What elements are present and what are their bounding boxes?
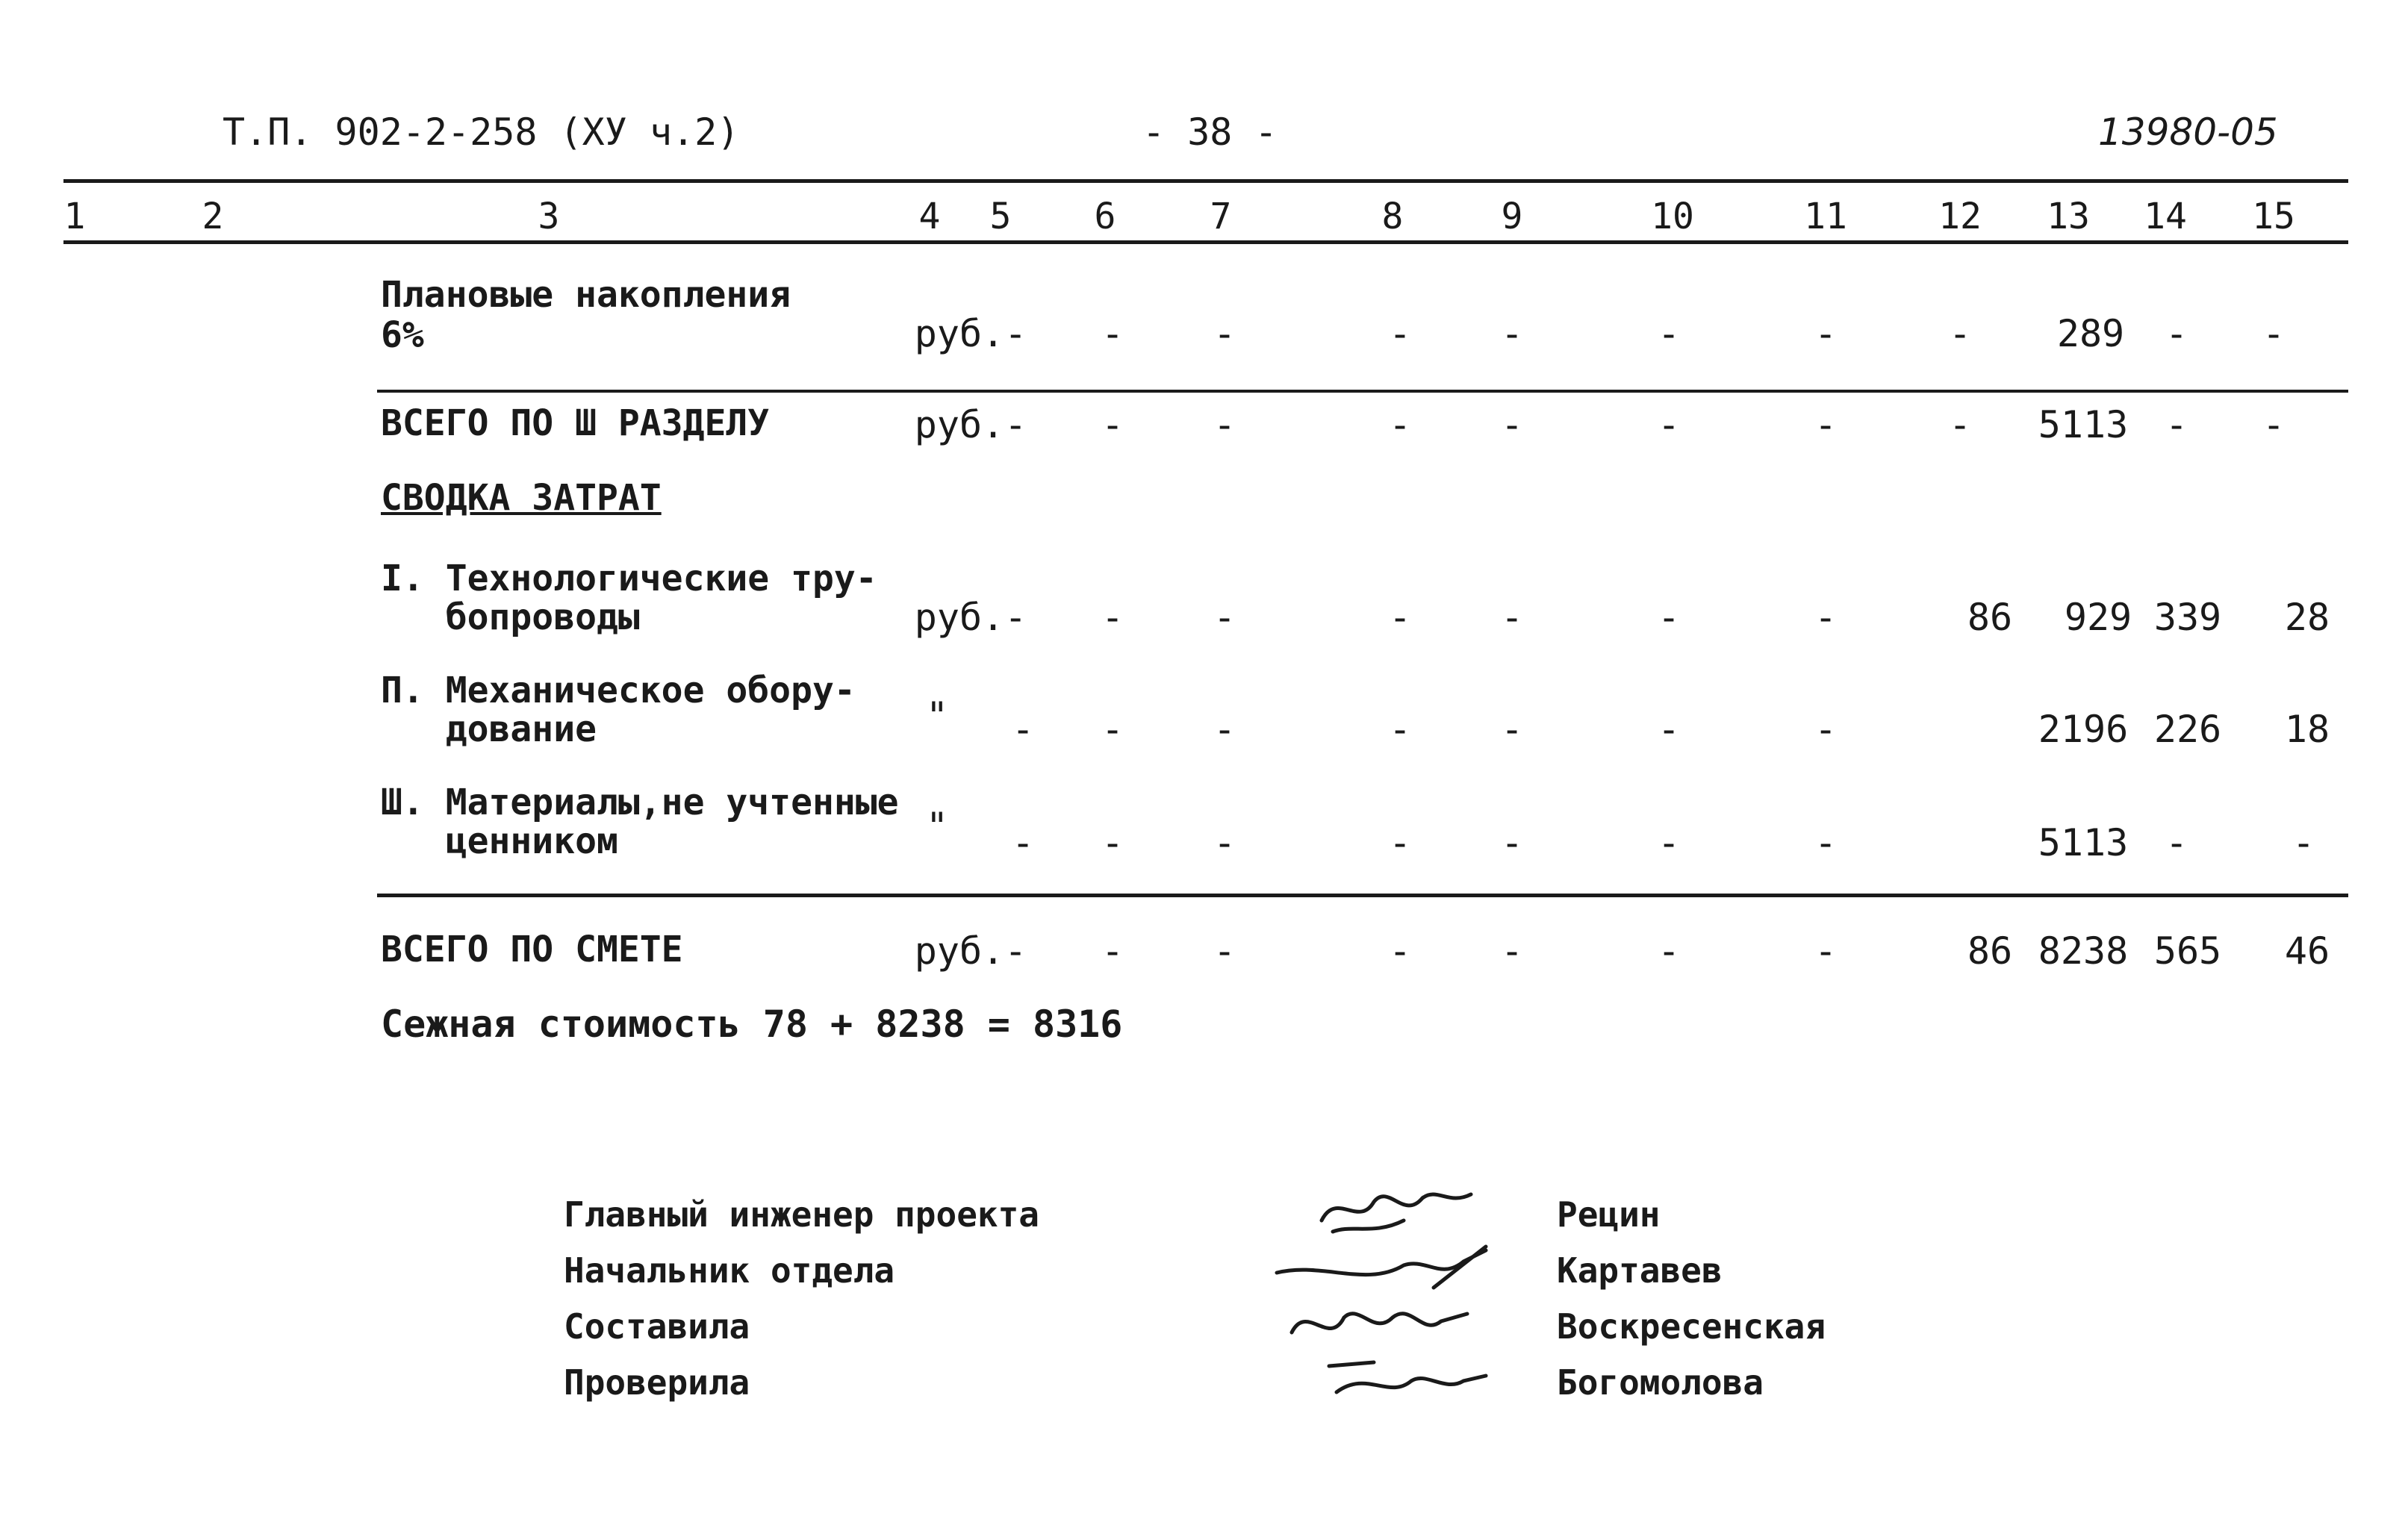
cell: - bbox=[1213, 403, 1236, 446]
cell: 565 bbox=[2153, 929, 2222, 973]
cell: 46 bbox=[2284, 929, 2330, 973]
cell: - bbox=[1814, 708, 1838, 751]
column-number: 10 bbox=[1651, 196, 1694, 237]
row-title-line: ВСЕГО ПО Ш РАЗДЕЛУ bbox=[381, 402, 770, 444]
signature-role: Главный инженер проекта bbox=[564, 1194, 1039, 1235]
row-divider bbox=[377, 894, 2348, 897]
column-header-rule bbox=[63, 240, 2348, 244]
cell-unit: руб.- bbox=[914, 596, 1027, 639]
cell: - bbox=[1388, 596, 1412, 639]
column-number: 12 bbox=[1938, 196, 1982, 237]
cell: - bbox=[1500, 596, 1524, 639]
cell: - bbox=[1814, 929, 1838, 973]
cell: - bbox=[2165, 821, 2188, 864]
cell: 2196 bbox=[2038, 708, 2129, 751]
column-number: 9 bbox=[1501, 196, 1523, 237]
cell: - bbox=[1101, 929, 1124, 973]
cell-unit: руб.- bbox=[914, 403, 1027, 446]
cell: - bbox=[1500, 929, 1524, 973]
cell: - bbox=[1657, 312, 1681, 355]
cell: - bbox=[1500, 312, 1524, 355]
cell: - bbox=[1948, 312, 1972, 355]
signature-name: Воскресенская bbox=[1557, 1306, 1826, 1347]
cell: - bbox=[1213, 312, 1236, 355]
column-number: 2 bbox=[202, 196, 224, 237]
cell: - bbox=[2292, 821, 2315, 864]
cell: - bbox=[1388, 312, 1412, 355]
row-title-line: дование bbox=[381, 708, 597, 750]
signature-name: Рецин bbox=[1557, 1194, 1661, 1235]
cell: 5113 bbox=[2038, 403, 2129, 446]
row-title-line: I. Технологические тру- bbox=[381, 558, 877, 599]
cell: - bbox=[1011, 821, 1035, 864]
cell: 339 bbox=[2153, 596, 2222, 639]
cell: - bbox=[1101, 708, 1124, 751]
row-title-line: Плановые накопления bbox=[381, 274, 791, 316]
row-title-line: П. Механическое обору- bbox=[381, 670, 856, 711]
cell: - bbox=[1500, 403, 1524, 446]
row-title-line: бопроводы bbox=[381, 596, 640, 638]
cell: - bbox=[1657, 821, 1681, 864]
column-number: 1 bbox=[63, 196, 86, 237]
cell: - bbox=[1388, 708, 1412, 751]
cell: 86 bbox=[1967, 596, 2013, 639]
page-number: - 38 - bbox=[1142, 110, 1278, 154]
cell: - bbox=[1213, 596, 1236, 639]
cell: - bbox=[1213, 929, 1236, 973]
cell: - bbox=[1101, 312, 1124, 355]
row-title-line: ВСЕГО ПО СМЕТЕ bbox=[381, 929, 683, 970]
signature-name: Богомолова bbox=[1557, 1362, 1764, 1403]
cell: 86 bbox=[1967, 929, 2013, 973]
column-number: 13 bbox=[2047, 196, 2090, 237]
column-number: 7 bbox=[1210, 196, 1232, 237]
cell: 28 bbox=[2284, 596, 2330, 639]
cell: - bbox=[2262, 312, 2286, 355]
cell: - bbox=[1657, 929, 1681, 973]
cell: - bbox=[1101, 403, 1124, 446]
signature-name: Картавев bbox=[1557, 1250, 1723, 1291]
cell-unit: руб.- bbox=[914, 312, 1027, 355]
cell: - bbox=[1814, 312, 1838, 355]
cell: - bbox=[2165, 403, 2188, 446]
cell: 18 bbox=[2284, 708, 2330, 751]
cell: - bbox=[1814, 403, 1838, 446]
handwritten-signatures bbox=[1262, 1176, 1575, 1422]
column-number: 14 bbox=[2144, 196, 2187, 237]
cell: 8238 bbox=[2038, 929, 2129, 973]
signature-role: Проверила bbox=[564, 1362, 750, 1403]
column-number: 4 bbox=[918, 196, 941, 237]
archive-number: 13980-05 bbox=[2098, 110, 2278, 154]
cell: - bbox=[2165, 312, 2188, 355]
row-divider bbox=[377, 390, 2348, 393]
column-number: 5 bbox=[989, 196, 1012, 237]
cell-unit: руб.- bbox=[914, 929, 1027, 973]
cell: - bbox=[1101, 821, 1124, 864]
cell-unit: " bbox=[925, 694, 949, 738]
cell: 226 bbox=[2153, 708, 2222, 751]
cell: - bbox=[1657, 403, 1681, 446]
cell: - bbox=[1388, 821, 1412, 864]
column-number: 8 bbox=[1381, 196, 1404, 237]
cell: - bbox=[1657, 708, 1681, 751]
cell: - bbox=[1657, 596, 1681, 639]
cell: - bbox=[1213, 821, 1236, 864]
cell: - bbox=[1213, 708, 1236, 751]
cell: - bbox=[1814, 596, 1838, 639]
table-top-rule bbox=[63, 179, 2348, 183]
signature-role: Составила bbox=[564, 1306, 750, 1347]
column-number: 6 bbox=[1094, 196, 1116, 237]
cell: 289 bbox=[2056, 312, 2125, 355]
cell: - bbox=[2262, 403, 2286, 446]
cell: - bbox=[1814, 821, 1838, 864]
summary-heading: СВОДКА ЗАТРАТ bbox=[381, 477, 662, 519]
cell: - bbox=[1101, 596, 1124, 639]
cell: - bbox=[1948, 403, 1972, 446]
column-number: 15 bbox=[2252, 196, 2295, 237]
cell: - bbox=[1388, 403, 1412, 446]
cell: 5113 bbox=[2038, 821, 2129, 864]
document-id: Т.П. 902-2-258 (XУ ч.2) bbox=[223, 110, 740, 154]
row-title-line: Ш. Материалы,не учтенные bbox=[381, 782, 899, 823]
column-number: 3 bbox=[538, 196, 560, 237]
cell: - bbox=[1500, 708, 1524, 751]
row-title-line: ценником bbox=[381, 820, 618, 862]
cell: - bbox=[1500, 821, 1524, 864]
cost-summary-line: Сежная стоимость 78 + 8238 = 8316 bbox=[381, 1003, 1123, 1046]
cell: 929 bbox=[2064, 596, 2132, 639]
signature-role: Начальник отдела bbox=[564, 1250, 895, 1291]
row-title-line: 6% bbox=[381, 314, 424, 356]
cell: - bbox=[1388, 929, 1412, 973]
cell: - bbox=[1011, 708, 1035, 751]
column-number: 11 bbox=[1804, 196, 1847, 237]
cell-unit: " bbox=[925, 805, 949, 848]
